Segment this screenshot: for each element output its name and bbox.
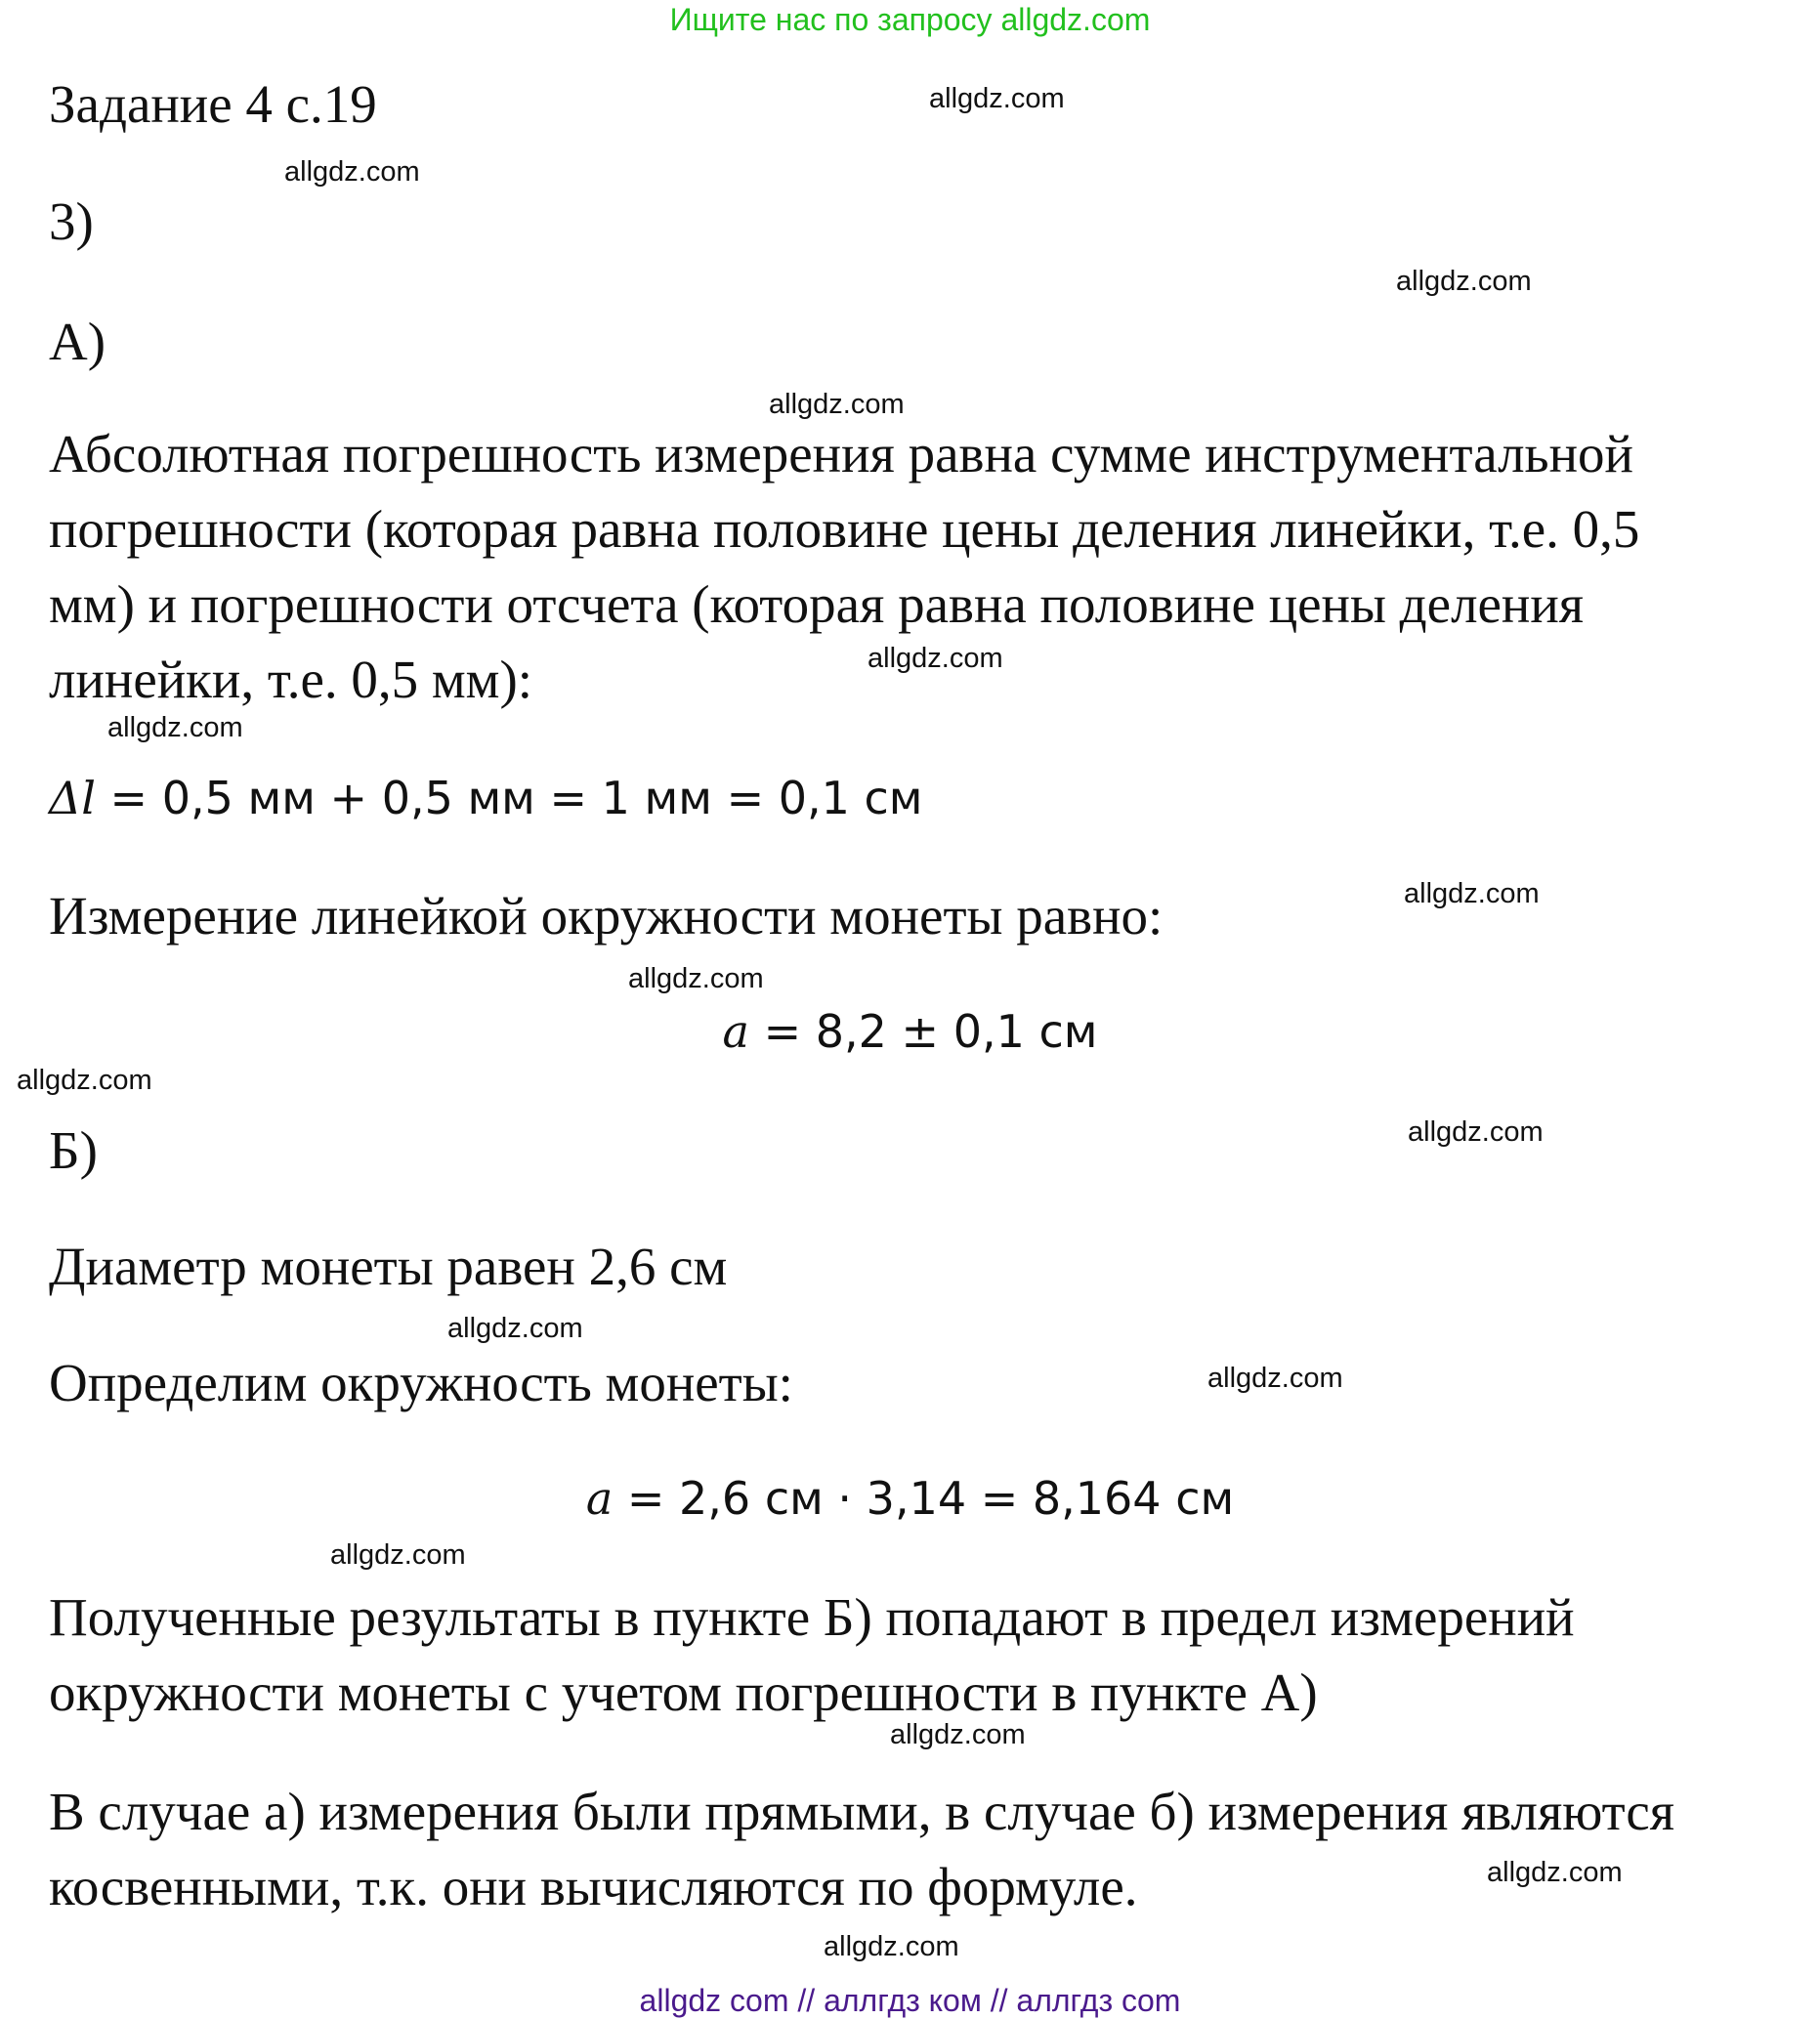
watermark: allgdz.com bbox=[929, 83, 1065, 114]
item-number: 3) bbox=[49, 191, 94, 251]
paragraph-line: Абсолютная погрешность измерения равна сумме инструментальной bbox=[49, 424, 1633, 484]
watermark: allgdz.com bbox=[17, 1065, 152, 1096]
measure-text: Измерение линейкой окружности монеты равно: bbox=[49, 886, 1164, 946]
watermark: allgdz.com bbox=[107, 712, 243, 743]
page-title: Задание 4 с.19 bbox=[49, 74, 377, 134]
conclusion-line: косвенными, т.к. они вычисляются по формуле. bbox=[49, 1857, 1138, 1916]
conclusion-line: Полученные результаты в пункте Б) попадают в предел измерений bbox=[49, 1587, 1575, 1647]
formula-body: = 0,5 мм + 0,5 мм = 1 мм = 0,1 см bbox=[95, 772, 923, 824]
watermark: allgdz.com bbox=[447, 1313, 583, 1344]
conclusion-line: В случае а) измерения были прямыми, в случае б) измерения являются bbox=[49, 1782, 1675, 1841]
watermark: allgdz.com bbox=[1404, 878, 1540, 909]
watermark: allgdz.com bbox=[330, 1539, 466, 1571]
diameter-text: Диаметр монеты равен 2,6 см bbox=[49, 1237, 728, 1296]
formula-body: = 2,6 см · 3,14 = 8,164 см bbox=[613, 1472, 1235, 1525]
formula-circumference bbox=[0, 1461, 1820, 1536]
part-a-label: А) bbox=[49, 312, 106, 371]
conclusion-line: окружности монеты с учетом погрешности в пункте А) bbox=[49, 1662, 1318, 1722]
watermark: allgdz.com bbox=[890, 1719, 1026, 1750]
watermark: allgdz.com bbox=[769, 389, 905, 420]
formula-var: Δl bbox=[49, 772, 96, 824]
formula-body: = 8,2 ± 0,1 см bbox=[748, 1005, 1098, 1058]
footer-banner[interactable]: allgdz com // аллгдз ком // аллгдз com bbox=[639, 1983, 1181, 2018]
watermark: allgdz.com bbox=[1396, 266, 1532, 297]
header-banner[interactable]: Ищите нас по запросу allgdz.com bbox=[669, 2, 1151, 37]
watermark: allgdz.com bbox=[1408, 1116, 1544, 1148]
watermark: allgdz.com bbox=[824, 1931, 959, 1962]
part-b-label: Б) bbox=[49, 1120, 98, 1180]
watermark: allgdz.com bbox=[1207, 1363, 1343, 1394]
formula-measurement bbox=[0, 994, 1820, 1070]
paragraph-line: погрешности (которая равна половине цены деления линейки, т.е. 0,5 bbox=[49, 499, 1640, 559]
watermark: allgdz.com bbox=[868, 643, 1003, 674]
formula-var: a bbox=[722, 1005, 749, 1058]
watermark: allgdz.com bbox=[628, 963, 764, 994]
watermark: allgdz.com bbox=[284, 156, 420, 188]
determine-text: Определим окружность монеты: bbox=[49, 1353, 793, 1412]
paragraph-line: мм) и погрешности отсчета (которая равна половине цены деления bbox=[49, 574, 1585, 634]
paragraph-line: линейки, т.е. 0,5 мм): bbox=[49, 650, 533, 709]
formula-error bbox=[49, 761, 923, 836]
formula-var: a bbox=[585, 1472, 614, 1525]
watermark: allgdz.com bbox=[1487, 1857, 1623, 1888]
